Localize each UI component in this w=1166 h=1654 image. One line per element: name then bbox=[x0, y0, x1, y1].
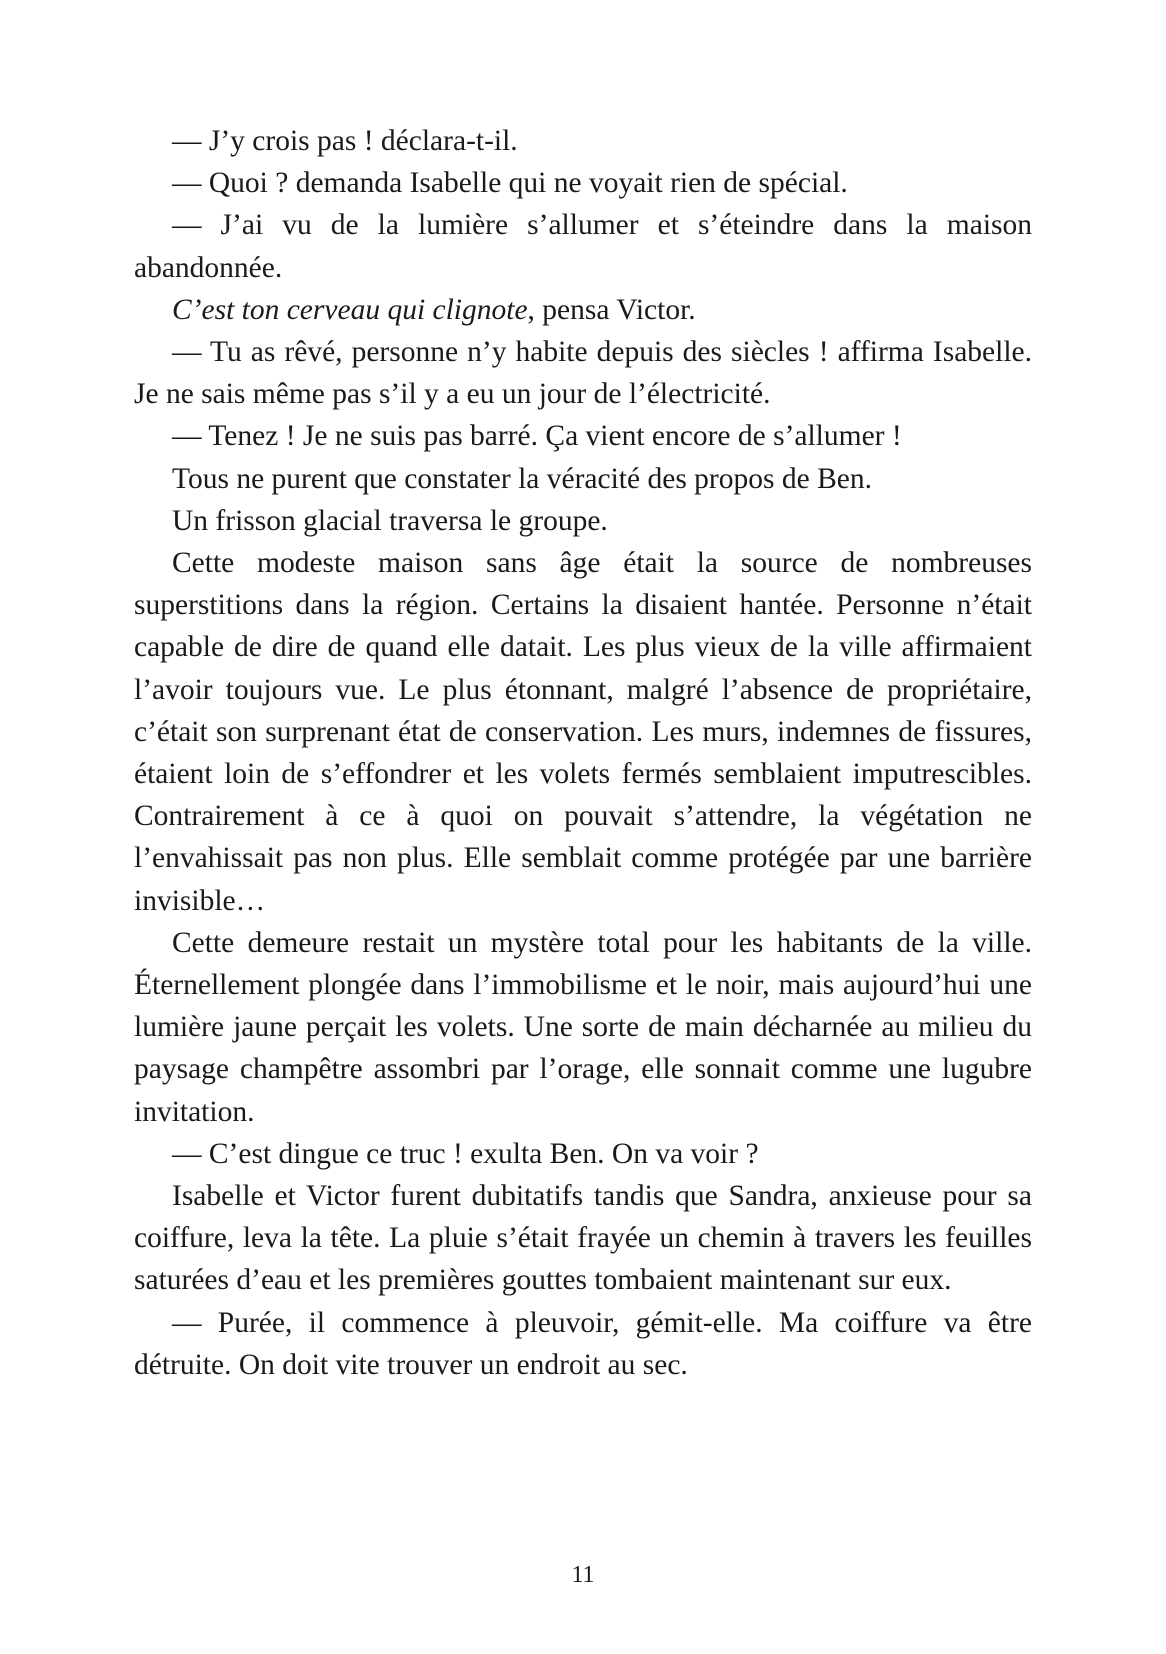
text-span: — Tu as rêvé, personne n’y habite depuis des siècles ! affirma Isabelle. Je ne sais même pas s’il y a eu un jour de l’électricité. bbox=[134, 336, 1032, 411]
text-span: — J’ai vu de la lumière s’allumer et s’éteindre dans la maison abandonnée. bbox=[134, 209, 1032, 284]
paragraph bbox=[134, 1302, 1032, 1386]
text-span: , pensa Victor. bbox=[527, 293, 696, 326]
italic-text: C’est ton cerveau qui clignote bbox=[172, 293, 528, 326]
page-number: 11 bbox=[571, 1562, 595, 1588]
text-span: — J’y crois pas ! déclara-t-il. bbox=[172, 125, 518, 157]
paragraph bbox=[134, 1133, 1032, 1175]
paragraph bbox=[134, 500, 1032, 542]
paragraph bbox=[134, 458, 1032, 500]
text-span: Cette demeure restait un mystère total pour les habitants de la ville. Éternellement plongée dans l’immobilisme et le noir, mais aujourd’hui une lumière jaune perçait les volets. Une sorte de main décharnée au milieu du paysage champêtre assombri par l’orage, elle sonnait comme une lugubre invitation. bbox=[134, 926, 1032, 1128]
paragraph bbox=[134, 1175, 1032, 1302]
body-text bbox=[134, 120, 1032, 1386]
paragraph bbox=[134, 415, 1032, 457]
paragraph bbox=[134, 289, 1032, 331]
text-span: Un frisson glacial traversa le groupe. bbox=[172, 504, 608, 537]
text-span: — Tenez ! Je ne suis pas barré. Ça vient encore de s’allumer ! bbox=[172, 420, 902, 453]
paragraph bbox=[134, 331, 1032, 415]
paragraph bbox=[134, 120, 1032, 162]
text-span: Cette modeste maison sans âge était la source de nombreuses superstitions dans la région. Certains la disaient hantée. Personne n’était capable de dire de quand elle datait. Les plus vieux de la ville affirmaient l’avoir toujours vue. Le plus étonnant, malgré l’absence de propriétaire, c’était son surprenant état de conservation. Les murs, indemnes de fissures, étaient loin de s’effondrer et les volets fermés semblaient imputrescibles. Contrairement à ce à quoi on pouvait s’attendre, la végétation ne l’envahissait pas non plus. Elle semblait comme protégée par une barrière invisible… bbox=[134, 547, 1032, 917]
paragraph bbox=[134, 542, 1032, 922]
paragraph bbox=[134, 204, 1032, 288]
paragraph bbox=[134, 922, 1032, 1133]
text-span: — Quoi ? demanda Isabelle qui ne voyait rien de spécial. bbox=[172, 167, 848, 200]
text-span: — Purée, il commence à pleuvoir, gémit-elle. Ma coiffure va être détruite. On doit vite trouver un endroit au sec. bbox=[134, 1306, 1032, 1381]
text-span: Tous ne purent que constater la véracité des propos de Ben. bbox=[172, 462, 872, 495]
text-span: — C’est dingue ce truc ! exulta Ben. On va voir ? bbox=[172, 1137, 759, 1170]
paragraph bbox=[134, 162, 1032, 204]
text-span: Isabelle et Victor furent dubitatifs tandis que Sandra, anxieuse pour sa coiffure, leva la tête. La pluie s’était frayée un chemin à travers les feuilles saturées d’eau et les premières gouttes tombaient maintenant sur eux. bbox=[134, 1180, 1032, 1297]
